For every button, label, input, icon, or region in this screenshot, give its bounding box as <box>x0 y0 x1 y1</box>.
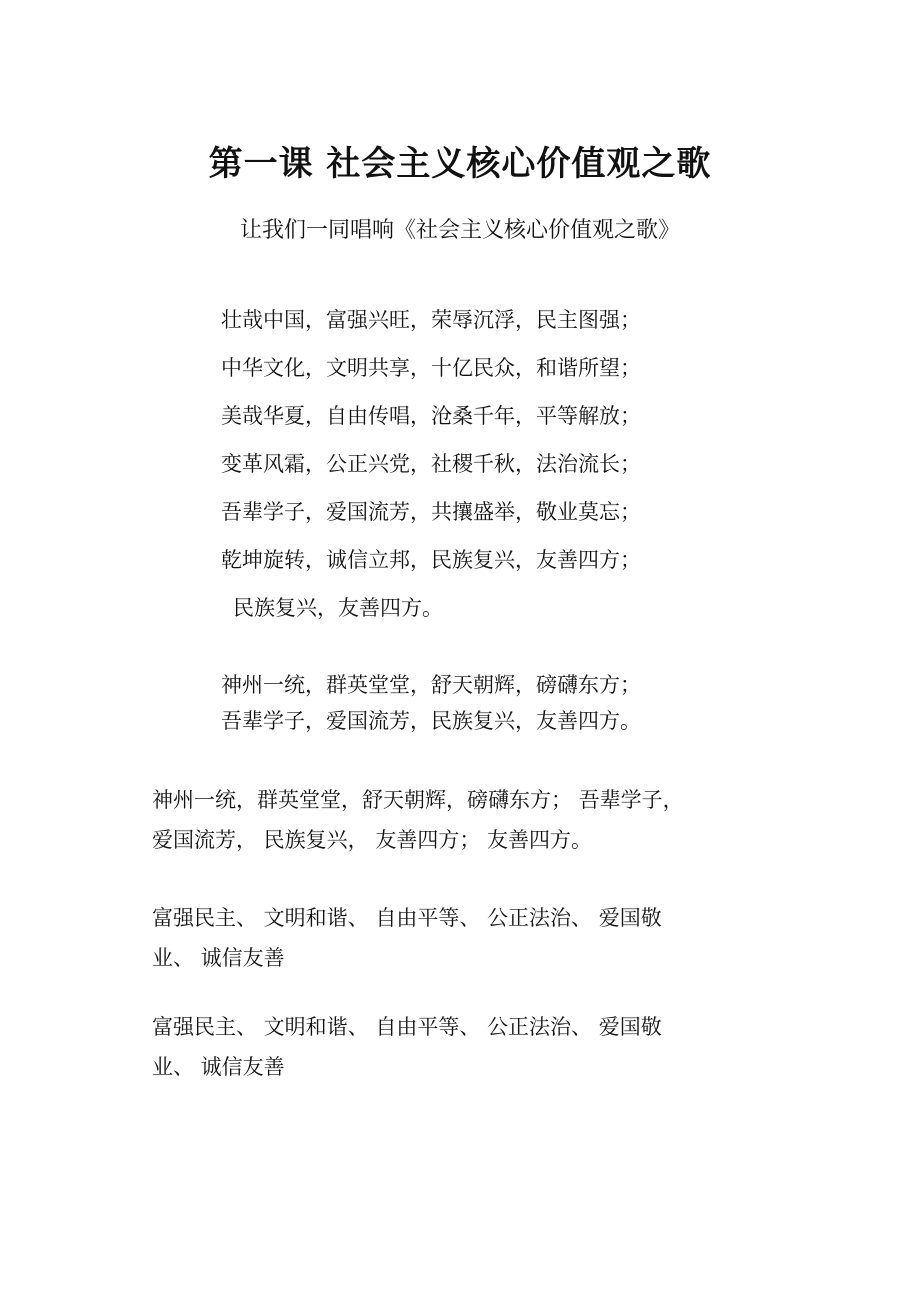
verse2-line: 吾辈学子，爱国流芳，民族复兴，友善四方。 <box>221 709 641 733</box>
verse-line: 变革风霜，公正兴党，社稷千秋，法治流长； <box>221 452 641 476</box>
core-values-line: 富强民主、 文明和谐、 自由平等、 公正法治、 爱国敬 <box>152 1015 662 1039</box>
verse-line: 壮哉中国，富强兴旺，荣辱沉浮，民主图强； <box>221 308 641 332</box>
verse-line: 乾坤旋转，诚信立邦，民族复兴，友善四方； <box>221 548 641 572</box>
verse-line: 吾辈学子，爱国流芳，共攘盛举，敬业莫忘； <box>221 500 641 524</box>
core-values-line: 富强民主、 文明和谐、 自由平等、 公正法治、 爱国敬 <box>152 906 662 930</box>
core-values-paragraph <box>152 898 752 978</box>
chorus-line: 爱国流芳， 民族复兴， 友善四方； 友善四方。 <box>152 828 593 852</box>
verse-line: 中华文化，文明共享，十亿民众，和谐所望； <box>221 356 641 380</box>
chorus-paragraph <box>152 780 752 860</box>
core-values-line: 业、 诚信友善 <box>152 1055 285 1079</box>
chorus-line: 神州一统，群英堂堂，舒天朝辉，磅礴东方； 吾辈学子， <box>152 788 684 812</box>
verse2-line: 神州一统，群英堂堂，舒天朝辉，磅礴东方； <box>221 673 641 697</box>
core-values-line: 业、 诚信友善 <box>152 946 285 970</box>
page-title: 第一课 社会主义核心价值观之歌 <box>208 144 712 184</box>
verse-line: 美哉华夏，自由传唱，沧桑千年，平等解放； <box>221 404 641 428</box>
subtitle: 让我们一同唱响《社会主义核心价值观之歌》 <box>239 218 680 243</box>
verse-tail-line: 民族复兴，友善四方。 <box>233 596 443 620</box>
core-values-paragraph-repeat <box>152 1007 752 1087</box>
